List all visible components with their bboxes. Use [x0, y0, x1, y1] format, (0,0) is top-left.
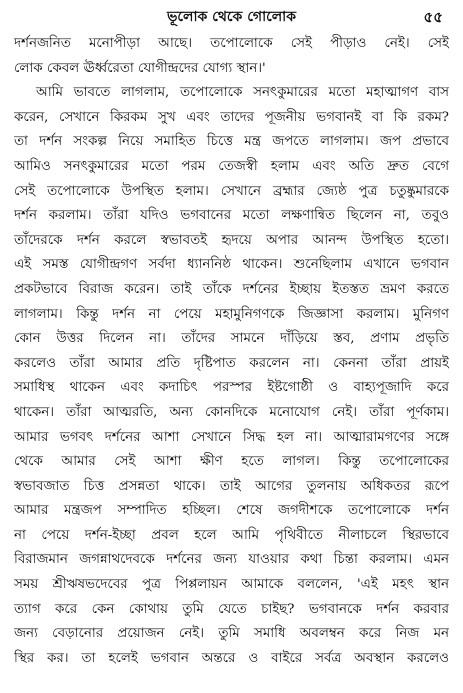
text-line: কোন উত্তর দিলেন না। তাঁদের সামনে দাঁড়িয়ে স্তব, প্রণাম প্রভৃতি [14, 331, 449, 347]
text-line: সেই তপোলোকে উপস্থিত হলাম। সেখানে ব্রহ্মার জ্যেষ্ঠ পুত্র চতুষ্কুমারকে [14, 183, 449, 199]
text-line: সময় শ্রীঋষভদেবের পুত্র পিপ্পলায়ন আমাকে বললেন, 'এই মহৎ স্থান [14, 577, 449, 593]
text-line: আমার মন্ত্রজপ সম্পাদিত হচ্ছিল। শেষে জগদীশকে তপোলোকে দর্শন [14, 503, 449, 519]
text-line: দর্শন করলাম। তাঁরা যদিও ভগবানের মতো লক্ষণান্বিত ছিলেন না, তবুও [14, 208, 449, 224]
text-line: স্বভাবজাত চিত্ত প্রসন্নতা থাকে। তাই আগের তুলনায় অধিকতর রূপে [14, 478, 449, 494]
text-line: তা দর্শন সংকল্প নিয়ে সমাহিত চিত্তে মন্ত্র জপতে লাগলাম। জপ প্রভাবে [14, 134, 449, 150]
page-number: ৫৫ [423, 8, 443, 26]
text-line: বিরাজমান জগন্নাথদেবকে দর্শনের জন্য যাওয়ার কথা চিন্তা করলাম। এমন [14, 552, 449, 568]
text-line: আমার ভগবৎ দর্শনের আশা সেখানে সিদ্ধ হল না। আত্মারামগণের সঙ্গে [14, 429, 449, 445]
text-line: ত্যাগ করে কেন কোথায় তুমি যেতে চাইছ? ভগবানকে দর্শন করবার [14, 601, 449, 617]
text-line: লাগলাম। কিন্তু দর্শন না পেয়ে মহামুনিগণকে জিজ্ঞাসা করলাম। মুনিগণ [14, 306, 449, 322]
text-line: লোক কেবল ঊর্ধ্বরেতা যোগীন্দ্রদের যোগ্য স্থান।' [14, 60, 266, 76]
text-line: তাঁদেরকে দর্শন করলে স্বভাবতই হৃদয়ে অপার আনন্দ উপস্থিত হতো। [14, 232, 449, 248]
text-line: স্থির কর। তা হলেই ভগবান অন্তরে ও বাইরে সর্বত্র অবস্থান করলেও [14, 650, 449, 666]
page-header [14, 6, 449, 28]
text-line: প্রকটভাবে বিরাজ করেন। তাই তাঁকে দর্শনের ইচ্ছায় ইতস্তত ভ্রমণ করতে [14, 281, 449, 297]
text-line: সমাধিস্থ থাকেন এবং কদাচিৎ পরস্পর ইষ্টগোষ্ঠী ও বাহ্যপূজাদি করে [14, 380, 449, 396]
text-line: করলেও তাঁরা আমার প্রতি দৃষ্টিপাত করলেন না। কেননা তাঁরা প্রায়ই [14, 355, 449, 371]
text-line: দর্শনজনিত মনোপীড়া আছে। তপোলোকে সেই পীড়াও নেই। সেই [14, 36, 449, 51]
text-line: থাকেন। তাঁরা আত্মরতি, অন্য কোনদিকে মনোযোগ নেই। তাঁরা পূর্ণকাম। [14, 404, 449, 420]
text-line: আমি ভাবতে লাগলাম, তপোলোকে সনৎকুমারের মতো মহাত্মাগণ বাস [36, 85, 449, 101]
text-line: এই সমস্ত যোগীন্দ্রগণ সর্বদা ধ্যাননিষ্ঠ থাকেন। শুনেছিলাম এখানে ভগবান [14, 257, 449, 273]
body-text [14, 32, 449, 671]
running-title: ভূলোক থেকে গোলোক [166, 9, 297, 25]
text-line: করেন, সেখানে কিরকম সুখ এবং তাদের পূজনীয় ভগবানই বা কি রকম? [14, 109, 449, 125]
text-line: না পেয়ে দর্শন-ইচ্ছা প্রবল হলে আমি পৃথিবীতে নীলাচলে স্থিরভাবে [14, 527, 449, 543]
text-line: জন্য বেড়ানোর প্রয়োজন নেই। তুমি সমাধি অবলম্বন করে নিজ মন [14, 626, 449, 642]
text-line: আমিও সনৎকুমারের মতো পরম তেজস্বী হলাম এবং অতি দ্রুত বেগে [14, 158, 449, 174]
text-line: থেকে আমার সেই আশা ক্ষীণ হতে লাগল। কিন্তু তপোলোকের [14, 454, 449, 470]
